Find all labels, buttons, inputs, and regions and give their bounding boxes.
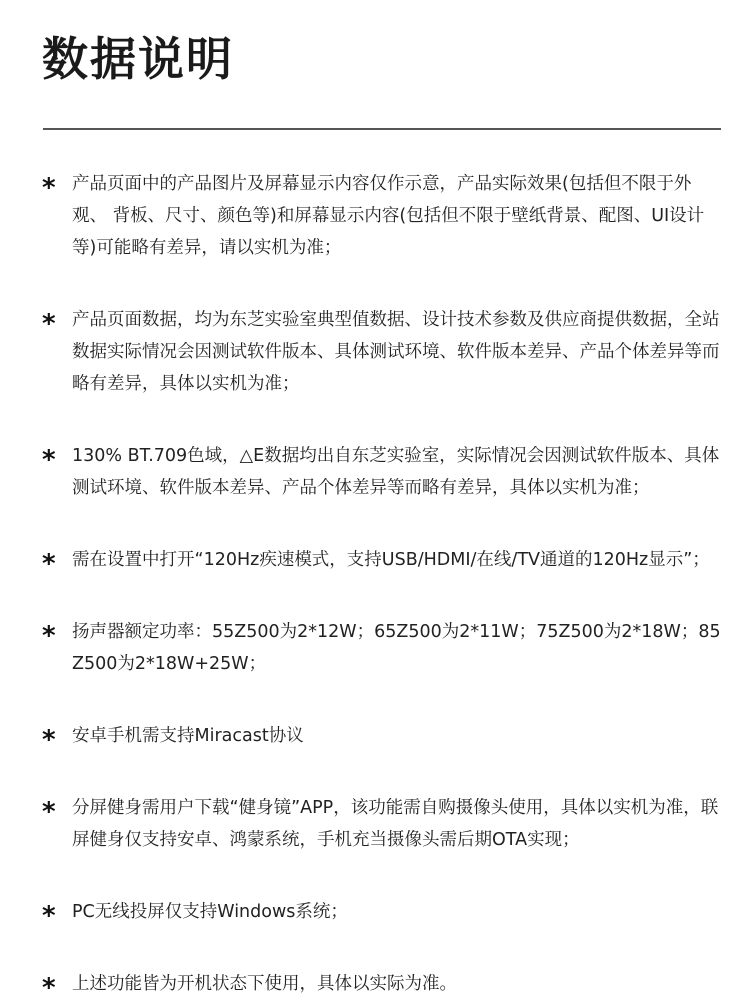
- title-divider: [43, 128, 721, 130]
- asterisk-bullet-icon: *: [42, 309, 56, 339]
- notes-list: [0, 168, 750, 1003]
- asterisk-bullet-icon: *: [42, 445, 56, 475]
- asterisk-bullet-icon: *: [42, 621, 56, 651]
- list-item: [0, 544, 750, 579]
- list-item: [0, 896, 750, 931]
- asterisk-bullet-icon: *: [42, 797, 56, 827]
- list-item: [0, 304, 750, 400]
- list-item: [0, 792, 750, 856]
- note-text: 130% BT.709色域，△E数据均出自东芝实验室，实际情况会因测试软件版本、具体测试环境、软件版本差异、产品个体差异等而略有差异，具体以实机为准；: [72, 446, 720, 498]
- page-title: 数据说明: [42, 32, 234, 86]
- note-text: 产品页面数据，均为东芝实验室典型值数据、设计技术参数及供应商提供数据，全站数据实际情况会因测试软件版本、具体测试环境、软件版本差异、产品个体差异等而略有差异，具体以实机为准；: [72, 310, 720, 394]
- list-item: [0, 720, 750, 755]
- note-text: PC无线投屏仅支持Windows系统；: [72, 902, 348, 922]
- asterisk-bullet-icon: *: [42, 901, 56, 931]
- asterisk-bullet-icon: *: [42, 173, 56, 203]
- list-item: [0, 968, 750, 1003]
- asterisk-bullet-icon: *: [42, 725, 56, 755]
- note-text: 扬声器额定功率：55Z500为2*12W；65Z500为2*11W；75Z500为2*18W；85Z500为2*18W+25W；: [72, 622, 721, 674]
- note-text: 产品页面中的产品图片及屏幕显示内容仅作示意，产品实际效果(包括但不限于外观、 背板、尺寸、颜色等)和屏幕显示内容(包括但不限于壁纸背景、配图、UI设计等)可能略有差异，请以实机为准；: [72, 174, 705, 258]
- list-item: [0, 440, 750, 504]
- note-text: 需在设置中打开“120Hz疾速模式，支持USB/HDMI/在线/TV通道的120Hz显示”；: [72, 550, 710, 570]
- list-item: [0, 168, 750, 264]
- note-text: 分屏健身需用户下载“健身镜”APP，该功能需自购摄像头使用，具体以实机为准，联屏健身仅支持安卓、鸿蒙系统，手机充当摄像头需后期OTA实现；: [72, 798, 719, 850]
- asterisk-bullet-icon: *: [42, 973, 56, 1003]
- note-text: 安卓手机需支持Miracast协议: [72, 726, 304, 746]
- note-text: 上述功能皆为开机状态下使用，具体以实际为准。: [72, 974, 457, 994]
- list-item: [0, 616, 750, 680]
- asterisk-bullet-icon: *: [42, 549, 56, 579]
